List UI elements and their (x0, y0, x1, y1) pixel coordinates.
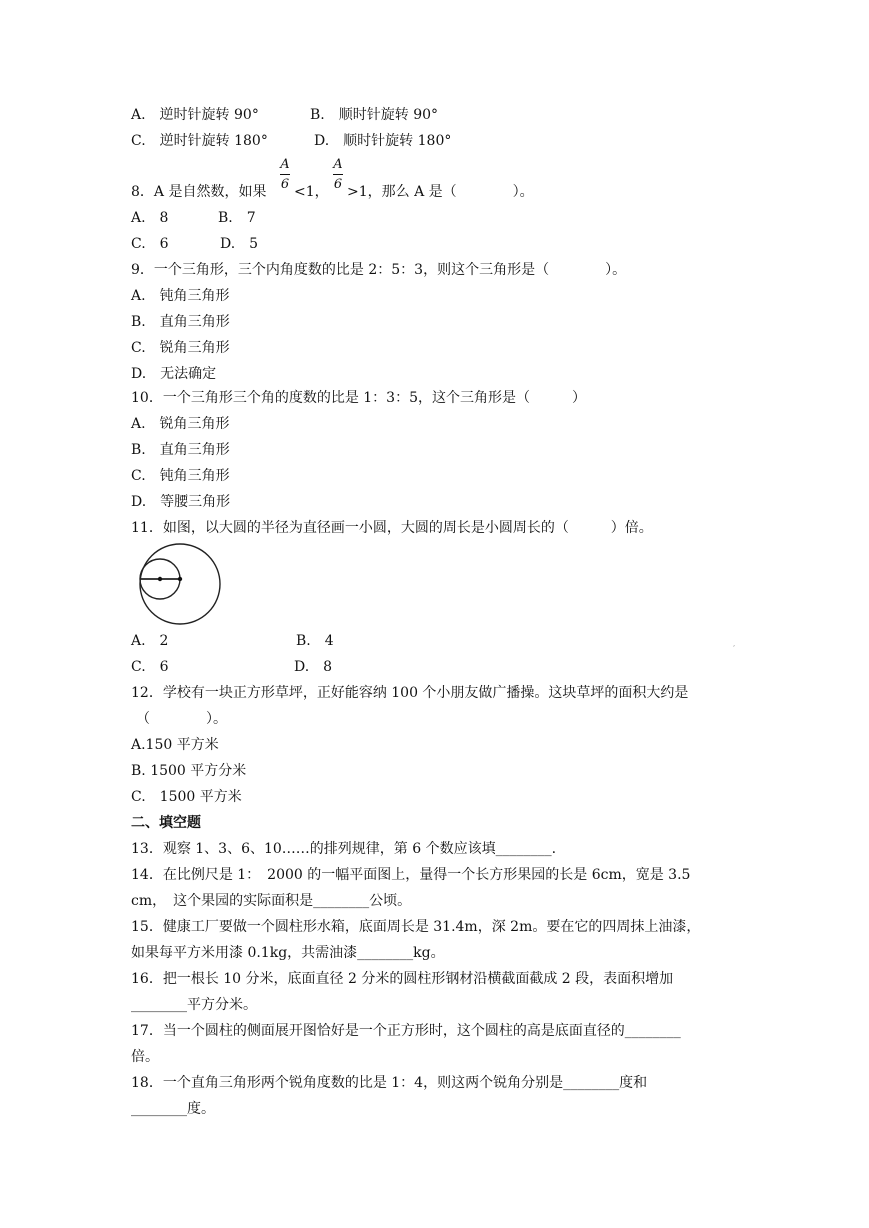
q12-question-line2: （ ）。 (136, 711, 227, 727)
q9-option-d: D. 无法确定 (131, 366, 217, 382)
stray-mark: , (733, 640, 736, 648)
q12-option-b: B. 1500 平方分米 (131, 763, 247, 779)
q7-option-d: D. 顺时针旋转 180° (314, 133, 452, 149)
q10-option-c: C. 钝角三角形 (131, 468, 230, 484)
small-circle-center (158, 577, 162, 581)
q10-question: 10．一个三角形三个角的度数的比是 1：3：5，这个三角形是（ ） (131, 390, 586, 406)
q8-fraction-2-denominator: 6 (333, 177, 343, 192)
q10-option-d: D. 等腰三角形 (131, 494, 231, 510)
q10-option-a: A. 锐角三角形 (131, 416, 230, 432)
q18-question-line2: ________度。 (131, 1101, 215, 1117)
q11-option-a: A. 2 (131, 633, 169, 649)
q11-option-c: C. 6 (131, 659, 169, 675)
q11-question: 11．如图，以大圆的半径为直径画一小圆，大圆的周长是小圆周长的（ ）倍。 (131, 520, 653, 536)
q8-fraction-1-denominator: 6 (280, 177, 290, 192)
q8-option-d: D. 5 (220, 236, 259, 252)
q9-option-c: C. 锐角三角形 (131, 340, 230, 356)
q7-option-a: A. 逆时针旋转 90° (131, 107, 259, 123)
q8-option-a: A. 8 (131, 210, 169, 226)
q11-option-d: D. 8 (294, 659, 333, 675)
q14-question-line1: 14．在比例尺是 1： 2000 的一幅平面图上，量得一个长方形果园的长是 6cm，宽是 3.5 (131, 867, 691, 883)
q17-question-line2: 倍。 (131, 1049, 159, 1065)
q8-fraction-2-numerator: A (333, 157, 343, 172)
q9-option-a: A. 钝角三角形 (131, 288, 230, 304)
q12-option-c: C. 1500 平方米 (131, 789, 242, 805)
q18-question-line1: 18．一个直角三角形两个锐角度数的比是 1：4，则这两个锐角分别是________度和 (131, 1075, 648, 1091)
q7-option-b: B. 顺时针旋转 90° (310, 107, 439, 123)
q17-question-line1: 17．当一个圆柱的侧面展开图恰好是一个正方形时，这个圆柱的高是底面直径的________ (131, 1023, 681, 1039)
q8-greater-than-answer: >1，那么 A 是（ ）。 (347, 184, 534, 200)
q12-option-a: A.150 平方米 (131, 737, 219, 753)
q9-option-b: B. 直角三角形 (131, 314, 230, 330)
q15-question-line1: 15．健康工厂要做一个圆柱形水箱，底面周长是 31.4m，深 2m。要在它的四周抹上油漆， (131, 919, 701, 935)
q8-fraction-2-bar (333, 174, 343, 175)
q12-question-line1: 12．学校有一块正方形草坪，正好能容纳 100 个小朋友做广播操。这块草坪的面积大约是 (131, 685, 689, 701)
large-circle-center (178, 577, 182, 581)
q9-question: 9．一个三角形，三个内角度数的比是 2：5：3，则这个三角形是（ ）。 (131, 262, 627, 278)
q7-option-c: C. 逆时针旋转 180° (131, 133, 268, 149)
section-title: 二、填空题 (131, 815, 201, 831)
q11-option-b: B. 4 (296, 633, 334, 649)
q10-option-b: B. 直角三角形 (131, 442, 230, 458)
q8-less-than: <1， (294, 184, 329, 200)
q14-question-line2: cm， 这个果园的实际面积是________公顷。 (131, 893, 412, 909)
q8-option-b: B. 7 (218, 210, 256, 226)
q15-question-line2: 如果每平方米用漆 0.1kg，共需油漆________kg。 (131, 945, 445, 961)
circles-figure (136, 542, 226, 626)
q16-question-line2: ________平方分米。 (131, 997, 257, 1013)
q13-question: 13．观察 1、3、6、10……的排列规律，第 6 个数应该填________. (131, 841, 557, 857)
q8-fraction-1-bar (280, 174, 290, 175)
q16-question-line1: 16．把一根长 10 分米，底面直径 2 分米的圆柱形钢材沿横截面截成 2 段，表面积增加 (131, 971, 674, 987)
q8-option-c: C. 6 (131, 236, 169, 252)
q8-question-prefix: 8．A 是自然数，如果 (131, 184, 267, 200)
q8-fraction-1-numerator: A (280, 157, 290, 172)
